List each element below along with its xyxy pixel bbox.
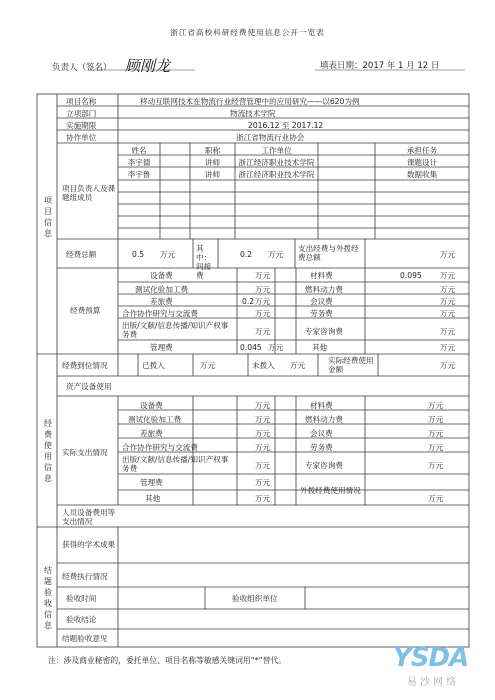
usage-unit: 万元: [428, 461, 444, 470]
budget-unit: 万元: [440, 285, 456, 294]
budget-unit: 万元: [255, 285, 271, 294]
member-name: 李宇德: [127, 158, 151, 167]
budget-item-label: 设备费: [150, 271, 173, 280]
member-title: 讲师: [204, 170, 221, 179]
period-label: 实施期限: [66, 121, 97, 130]
usage-item-label: 出版/文献/信息传播/知识产权事务费: [122, 455, 229, 473]
member-header-unit: 工作单位: [261, 146, 292, 155]
budget-item-label: 其他: [312, 343, 328, 352]
fee-label: 结题验收意见: [62, 634, 108, 643]
watermark-sub: 易沙网络: [407, 677, 459, 688]
member-header-name: 姓名: [131, 146, 147, 155]
budget-item-label: 专家咨询费: [305, 327, 343, 336]
usage-unit: 万元: [255, 494, 271, 503]
budget-unit: 万元: [268, 343, 284, 352]
usage-item-label: 设备费: [140, 401, 163, 410]
pending-unit: 万元: [290, 361, 306, 370]
usage-item-label: 合作协作研究与交流费: [122, 443, 198, 452]
actual-outsource-unit: 万元: [440, 361, 456, 370]
actual-assets-label: 资产设备使用: [66, 382, 112, 391]
budget-total-value: 0.5: [132, 250, 145, 259]
usage-unit: 万元: [428, 494, 444, 503]
budget-unit: 万元: [440, 271, 456, 280]
budget-item-value: 0.095: [400, 271, 422, 280]
period-value: 2016.12 至 2017.12: [248, 121, 324, 130]
usage-unit: 万元: [428, 443, 444, 452]
budget-total-unit: 万元: [160, 250, 176, 259]
section-basic-info: 项目信息: [44, 196, 52, 238]
usage-unit: 万元: [255, 443, 271, 452]
usage-item-label: 外拨经费使用情况: [300, 486, 361, 495]
budget-total-label: 经费总额: [66, 250, 97, 259]
member-title: 讲师: [204, 158, 221, 167]
budget-unit: 万元: [440, 297, 456, 306]
usage-item-label: 其他: [145, 494, 161, 503]
budget-unit: 万元: [255, 297, 271, 306]
host-unit-label: 协作单位: [66, 133, 97, 142]
budget-unit: 万元: [440, 343, 456, 352]
accept-org-label: 验收组织单位: [232, 594, 278, 603]
responsible-signature: 顾刚龙: [125, 57, 171, 75]
budget-item-label: 燃料动力费: [305, 285, 343, 294]
budget-item-label: 材料费: [310, 271, 333, 280]
member-header-title: 职称: [204, 146, 221, 155]
member-header-task: 承担任务: [406, 146, 438, 155]
pending-label: 未拨入: [252, 361, 275, 370]
received-in-unit: 万元: [200, 361, 216, 370]
result-label: 验收结论: [66, 615, 97, 624]
budget-unit: 万元: [255, 309, 271, 318]
received-label: 经费到位情况: [62, 361, 108, 370]
usage-unit: 万元: [255, 401, 271, 410]
detail-label: 实际支出情况: [62, 448, 108, 457]
budget-item-label: 劳务费: [310, 309, 333, 318]
budget-item-value: 0.2: [242, 297, 255, 306]
usage-unit: 万元: [255, 478, 271, 487]
usage-item-label: 专家咨询费: [305, 461, 343, 470]
outsource-label: 支出经费与外拨经费总额: [298, 244, 359, 262]
usage-unit: 万元: [255, 415, 271, 424]
budget-item-label: 合作协作研究与交流费: [122, 309, 198, 318]
section-completion-info: 结题验收信息: [44, 566, 52, 630]
project-name-value: 移动互联网技术在物流行业经营管理中的应用研究——以620为例: [140, 97, 360, 106]
member-unit: 浙江经济职业技术学院: [238, 158, 315, 167]
watermark-logo: YSDA: [393, 643, 469, 673]
usage-item-label: 差旅费: [140, 429, 163, 438]
usage-item-label: 材料费: [310, 401, 333, 410]
fill-date: 填表日期：2017 年 1 月 12 日: [320, 61, 440, 71]
usage-unit: 万元: [428, 401, 444, 410]
member-unit: 浙江经济职业技术学院: [238, 170, 315, 179]
usage-unit: 万元: [428, 429, 444, 438]
budget-unit: 万元: [255, 327, 271, 336]
usage-item-label: 会议费: [310, 429, 333, 438]
personnel-label: 人员设备费用等支出情况: [62, 508, 116, 526]
overall-label: 经费执行情况: [62, 572, 108, 581]
outcome-label: 获得的学术成果: [62, 540, 116, 549]
budget-item-label: 会议费: [310, 297, 333, 306]
indirect-label: 其中：间接费: [196, 244, 212, 280]
budget-item-label: 测试化验加工费: [135, 285, 189, 294]
indirect-value: 0.2: [240, 250, 253, 259]
budget-item-value: 0.045: [240, 343, 262, 352]
members-label: 项目负责人及课题组成员: [62, 184, 116, 202]
usage-unit: 万元: [255, 461, 271, 470]
outsource-unit: 万元: [440, 250, 456, 259]
usage-item-label: 测试化验加工费: [128, 415, 182, 424]
host-unit-value: 浙江省物流行业协会: [236, 133, 305, 142]
footnote: 注：涉及商业秘密的，委托单位、项目名称等敏感关键词用“*”替代。: [48, 656, 287, 665]
dept-value: 物流技术学院: [230, 109, 276, 118]
indirect-unit: 万元: [268, 250, 284, 259]
budget-item-label: 出版/文献/信息传播/知识产权事务费: [122, 321, 229, 339]
project-name-label: 项目名称: [66, 97, 97, 106]
page-title: 浙江省高校科研经费使用信息公开一览表: [170, 28, 325, 37]
actual-outsource-label: 实际经费使用金额: [328, 356, 374, 374]
budget-unit: 万元: [440, 309, 456, 318]
responsible-label: 负责人（签名）: [52, 63, 112, 73]
accept-date-label: 验收时间: [66, 594, 97, 603]
member-name: 李宇鲁: [127, 170, 151, 179]
budget-item-label: 管理费: [150, 343, 173, 352]
received-in-label: 已拨入: [142, 361, 165, 370]
budget-breakdown-label: 经费预算: [70, 306, 101, 315]
watermark: [393, 643, 483, 688]
dept-label: 立项部门: [66, 109, 97, 118]
member-task: 课题设计: [406, 158, 438, 167]
budget-unit: 万元: [440, 327, 456, 336]
member-task: 数据收集: [406, 170, 438, 179]
usage-item-label: 劳务费: [310, 443, 333, 452]
usage-unit: 万元: [428, 415, 444, 424]
usage-unit: 万元: [255, 429, 271, 438]
budget-item-label: 差旅费: [150, 297, 173, 306]
section-usage-info: 经费使用信息: [44, 419, 52, 483]
budget-unit: 万元: [255, 271, 271, 280]
usage-item-label: 燃料动力费: [305, 415, 343, 424]
usage-item-label: 管理费: [140, 478, 163, 487]
